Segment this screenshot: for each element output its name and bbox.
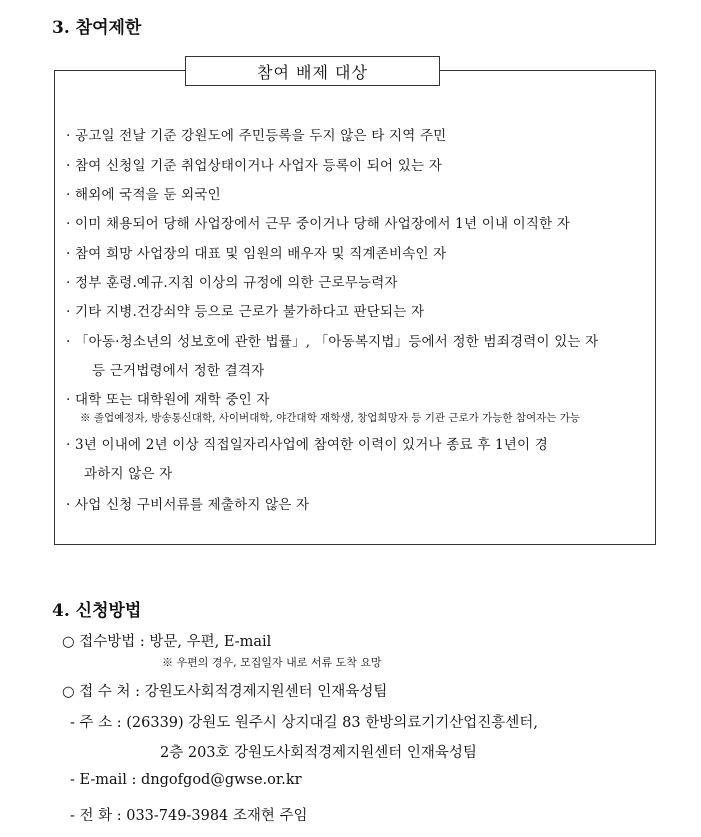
- exclusion-item: · 기타 지병.건강쇠약 등으로 근로가 불가하다고 판단되는 자: [66, 304, 425, 320]
- exclusion-item: · 정부 훈령.예규.지침 이상의 규정에 의한 근로무능력자: [66, 275, 398, 291]
- exclusion-note: ※ 졸업예정자, 방송통신대학, 사이버대학, 야간대학 재학생, 창업희망자 등 기관 근로가 가능한 참여자는 가능: [80, 412, 581, 424]
- section-3-heading: 3. 참여제한: [52, 18, 142, 38]
- exclusion-item: · 「아동·청소년의 성보호에 관한 법률」, 「아동복지법」등에서 정한 범죄경력이 있는 자: [66, 334, 599, 350]
- exclusion-item: · 참여 신청일 기준 취업상태이거나 사업자 등록이 되어 있는 자: [66, 158, 442, 174]
- exclusion-item-continuation: 과하지 않은 자: [84, 466, 173, 482]
- method-note: ※ 우편의 경우, 모집일자 내로 서류 도착 요망: [162, 656, 382, 669]
- exclusion-item-continuation: 등 근거법령에서 정한 결격자: [92, 363, 265, 379]
- exclusion-item: · 해외에 국적을 둔 외국인: [66, 187, 221, 203]
- exclusion-item: · 공고일 전날 기준 강원도에 주민등록을 두지 않은 타 지역 주민: [66, 128, 447, 144]
- method-line: ○ 접수방법 : 방문, 우편, E-mail: [62, 634, 272, 650]
- exclusion-item: · 대학 또는 대학원에 재학 중인 자: [66, 392, 270, 408]
- exclusion-item: · 3년 이내에 2년 이상 직접일자리사업에 참여한 이력이 있거나 종료 후 1년이 경: [66, 437, 548, 453]
- exclusion-item: · 참여 희망 사업장의 대표 및 임원의 배우자 및 직계존비속인 자: [66, 246, 447, 262]
- email-line: - E-mail : dngofgod@gwse.or.kr: [70, 772, 302, 788]
- exclusion-item: · 사업 신청 구비서류를 제출하지 않은 자: [66, 497, 310, 513]
- exclusion-item: · 이미 채용되어 당해 사업장에서 근무 중이거나 당해 사업장에서 1년 이내 이직한 자: [66, 216, 571, 232]
- address-line-continuation: 2층 203호 강원도사회적경제지원센터 인재육성팀: [160, 745, 477, 761]
- exclusion-box-title: 참여 배제 대상: [185, 56, 440, 86]
- place-line: ○ 접 수 처 : 강원도사회적경제지원센터 인재육성팀: [62, 684, 388, 700]
- section-4-heading: 4. 신청방법: [52, 601, 142, 621]
- address-line: - 주 소 : (26339) 강원도 원주시 상지대길 83 한방의료기기산업진흥센터,: [70, 715, 538, 731]
- phone-line: - 전 화 : 033-749-3984 조재현 주임: [70, 808, 308, 824]
